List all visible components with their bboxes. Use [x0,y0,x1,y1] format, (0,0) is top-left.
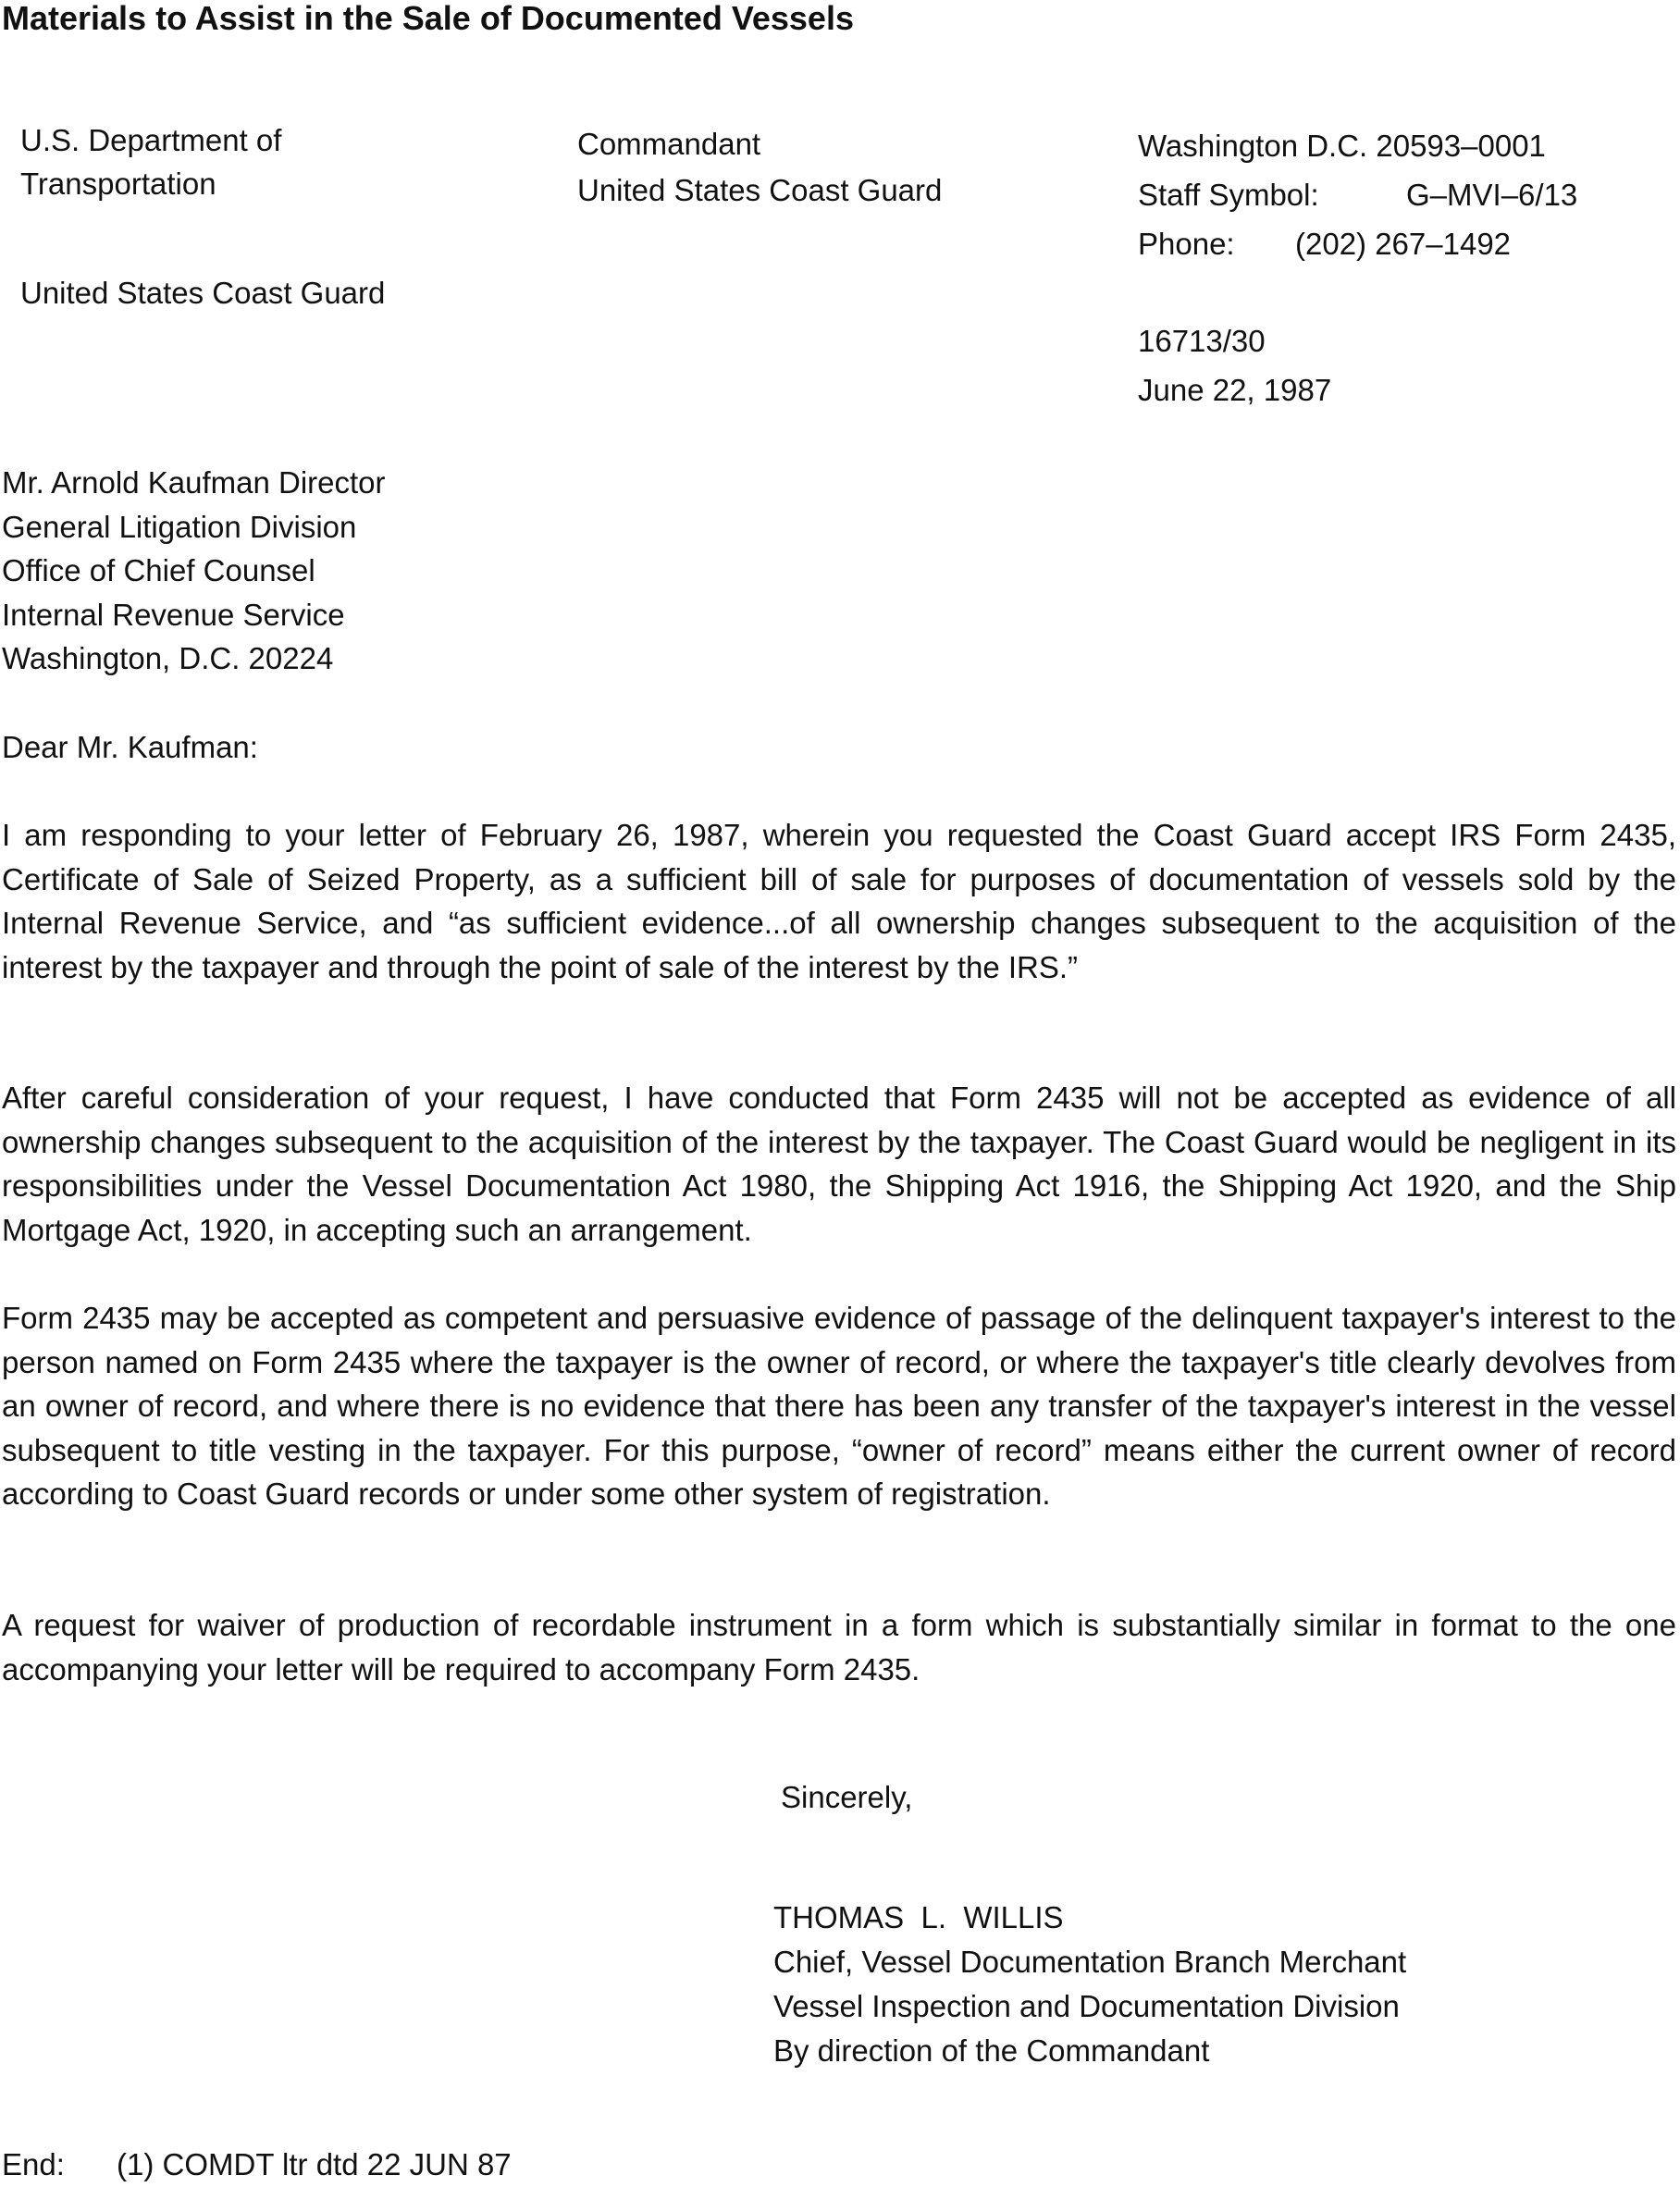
letterhead-agency [20,118,281,205]
enclosure-line [2,2146,512,2183]
signer-title-2: Vessel Inspection and Documentation Division [773,1989,1400,2023]
phone-label: Phone: [1138,227,1235,261]
letterhead-ref-date [1138,316,1331,414]
recipient-line3: Office of Chief Counsel [2,553,315,587]
letterhead-commandant-line1: Commandant [577,127,761,161]
salutation: Dear Mr. Kaufman: [2,730,258,764]
letter-date: June 22, 1987 [1138,373,1332,407]
body-paragraph-3: Form 2435 may be accepted as competent and persuasive evidence of passage of the delinquent taxpayer's interest to the person named on Form 2435 where the taxpayer is the owner of record, or where the taxpayer's title clearly devolves from an owner of record, and where there is no evidence that there has been any transfer of the taxpayer's interest in the vessel subsequent to title vesting in the taxpayer. For this purpose, “owner of record” means either the current owner of record according to Coast Guard records or under some other system of registration. [2,1301,1676,1511]
staff-symbol-value: G–MVI–6/13 [1406,178,1578,212]
staff-symbol-row [1138,170,1577,219]
recipient-address [2,461,386,681]
letterhead-commandant-line2: United States Coast Guard [577,173,943,207]
phone-value: (202) 267–1492 [1295,227,1512,261]
enclosure-label: End: [2,2147,65,2181]
letterhead-agency-line1: U.S. Department of [20,123,282,157]
staff-symbol-label: Staff Symbol: [1138,178,1319,212]
recipient-line5: Washington, D.C. 20224 [2,641,334,675]
signature-block [773,1896,1406,2073]
signer-title-1: Chief, Vessel Documentation Branch Merchant [773,1945,1407,1979]
letterhead-contact [1138,121,1577,268]
recipient-line2: General Litigation Division [2,509,357,544]
letterhead-commandant [577,121,942,214]
letterhead-address: Washington D.C. 20593–0001 [1138,129,1546,163]
phone-row [1138,219,1577,268]
signer-title-3: By direction of the Commandant [773,2033,1210,2068]
signer-name: THOMAS L. WILLIS [773,1900,1064,1934]
enclosure-item: (1) COMDT ltr dtd 22 JUN 87 [117,2147,512,2181]
recipient-line4: Internal Revenue Service [2,597,345,632]
body-paragraph-2: After careful consideration of your request, I have conducted that Form 2435 will not be accepted as evidence of all ownership changes subsequent to the acquisition of the interest by the taxpayer. The Coast Guard would be negligent in its responsibilities under the Vessel Documentation Act 1980, the Shipping Act 1916, the Shipping Act 1920, and the Ship Mortgage Act, 1920, in accepting such an arrangement. [2,1081,1676,1247]
letterhead-agency-line2: Transportation [20,167,216,201]
letterhead-coast-guard: United States Coast Guard [20,276,386,310]
body-paragraph-4: A request for waiver of production of recordable instrument in a form which is substantially similar in format to the one accompanying your letter will be required to accompany Form 2435. [2,1608,1676,1687]
valediction: Sincerely, [781,1780,913,1814]
body-paragraph-1: I am responding to your letter of February 26, 1987, wherein you requested the Coast Guard accept IRS Form 2435, Certificate of Sale of Seized Property, as a sufficient bill of sale for purposes of documentation of vessels sold by the Internal Revenue Service, and “as sufficient evidence...of all ownership changes subsequent to the acquisition of the interest by the taxpayer and through the point of sale of the interest by the IRS.” [2,818,1676,984]
recipient-line1: Mr. Arnold Kaufman Director [2,465,386,500]
reference-number: 16713/30 [1138,324,1266,358]
document-title: Materials to Assist in the Sale of Documented Vessels [2,0,854,37]
